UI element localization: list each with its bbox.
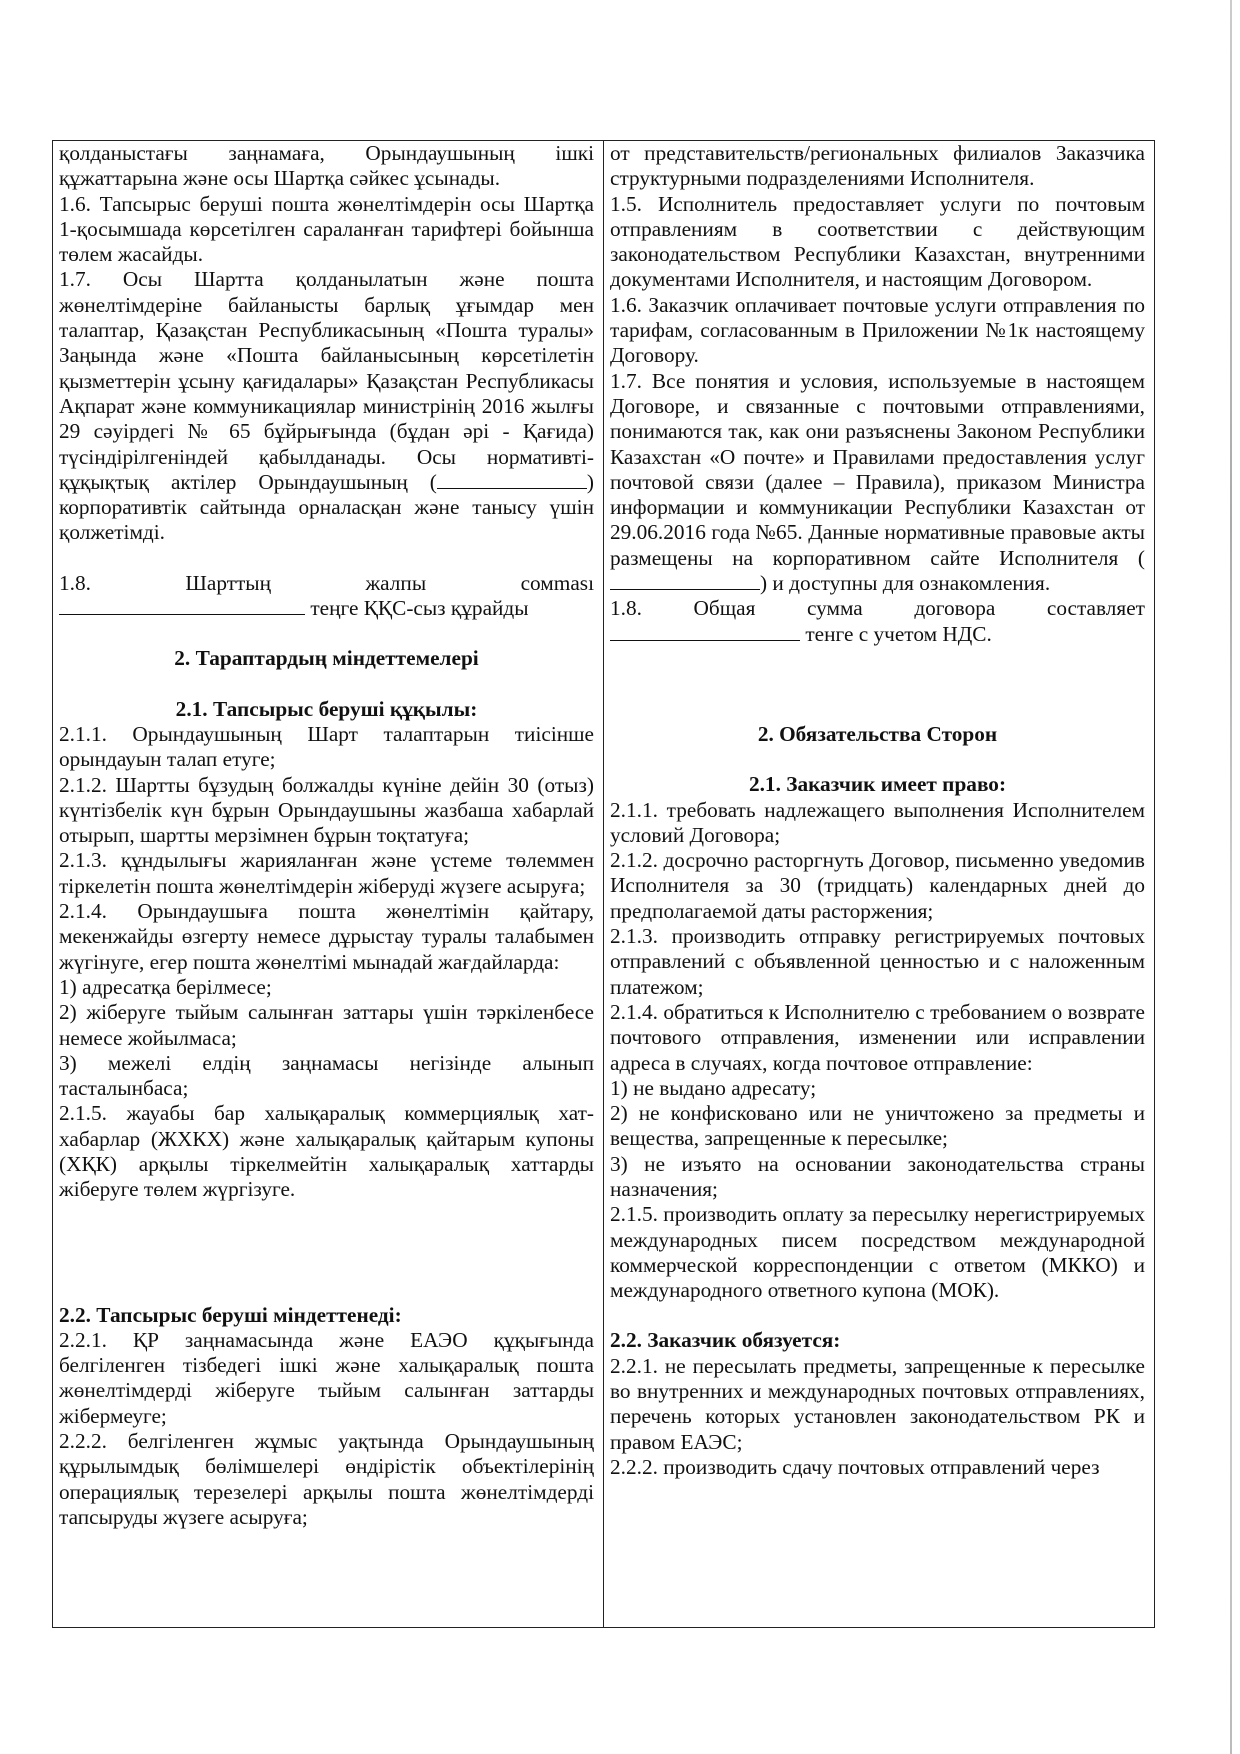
kk-clause-2-1-1: 2.1.1. Орындаушының Шарт талаптарын тиісінше орындауын талап етуге; (59, 721, 594, 772)
kk-clause-2-1-2: 2.1.2. Шартты бұзудың болжалды күніне дейін 30 (отыз) күнтізбелік күн бұрын Орындаушыны жазбаша хабарлай отырып, шартты мерзімнен бұрын тоқтатуға; (59, 772, 594, 848)
kk-intro: қолданыстағы заңнамаға, Орындаушының ішкі құжаттарына және осы Шартқа сәйкес ұсынады. (59, 141, 594, 191)
bilingual-contract-table (52, 140, 1155, 1628)
kk-clause-2-1-4: 2.1.4. Орындаушыға пошта жөнелтімін қайтару, мекенжайды өзгерту немесе дұрыстау туралы талабымен жүгінуге, егер пошта жөнелтімі мынадай жағдайларда: (59, 899, 594, 974)
kazakh-column (53, 141, 604, 1628)
blank-line (437, 470, 587, 489)
amount-blank-line (610, 622, 800, 641)
kk-clause-1-8-amount: теңге ҚҚС-сыз құрайды (59, 596, 594, 621)
kk-clause-1-8: 1.8. Шарттың жалпы сомması (59, 570, 594, 595)
kk-clause-2-1-5: 2.1.5. жауабы бар халықаралық коммерциялық хат-хабарлар (ЖХКХ) және халықаралық қайтарым купоны (ХҚК) арқылы тіркелмейтін халықаралық хаттарды жіберуге төлем жүргізуге. (59, 1101, 594, 1202)
ru-clause-1-6: 1.6. Заказчик оплачивает почтовые услуги отправления по тарифам, согласованным в Приложении №1к настоящему Договору. (610, 292, 1145, 368)
ru-heading-2: 2. Обязательства Сторон (757, 721, 998, 746)
ru-clause-1-5: 1.5. Исполнитель предоставляет услуги по почтовым отправлениям в соответствии с действующим законодательством Республики Казахстан, внутренними документами Исполнителя, и настоящим Договором. (610, 191, 1145, 292)
ru-clause-2-1-1: 2.1.1. требовать надлежащего выполнения Исполнителем условий Договора; (610, 797, 1145, 847)
kk-clause-2-1-3: 2.1.3. құндылығы жарияланған және үстеме төлеммен тіркелетін пошта жөнелтімдерін жіберуді жүзеге асыруға; (59, 848, 594, 898)
ru-list-item-1: 1) не выдано адресату; (610, 1075, 817, 1100)
kk-list-item-1: 1) адресатқа берілмесе; (59, 974, 272, 999)
kk-list-item-3: 3) межелі елдің заңнамасы негізінде алынып тасталынбаса; (59, 1050, 594, 1101)
ru-clause-2-1-4: 2.1.4. обратиться к Исполнителю с требованием о возврате почтового отправления, изменении или исправлении адреса в случаях, когда почтовое отправление: (610, 999, 1145, 1075)
ru-clause-2-2-2: 2.2.2. производить сдачу почтовых отправлений через (610, 1454, 1100, 1479)
kk-clause-1-6: 1.6. Тапсырыс беруші пошта жөнелтімдерін осы Шартқа 1-қосымшада көрсетілген сараланған тарифтері бойынша төлем жасайды. (59, 191, 594, 267)
ru-clause-2-1-2: 2.1.2. досрочно расторгнуть Договор, письменно уведомив Исполнителя за 30 (тридцать) календарных дней до предполагаемой даты расторжения; (610, 848, 1145, 923)
scan-edge (1230, 0, 1232, 1754)
ru-clause-1-7: 1.7. Все понятия и условия, используемые в настоящем Договоре, и связанные с почтовыми отправлениями, понимаются так, как они разъяснены Законом Республики Казахстан «О почте» и Правилами предоставления услуг почтовой связи (далее – Правила), приказом Министра информации и коммуникации Республики Казахстан от 29.06.2016 года №65. Данные нормативные правовые акты размещены на корпоративном сайте Исполнителя () и доступны для ознакомления. (610, 368, 1145, 596)
kk-list-item-2: 2) жіберуге тыйым салынған заттары үшін тәркіленбесе немесе жойылмаса; (59, 1000, 594, 1050)
ru-intro: от представительств/региональных филиалов Заказчика структурными подразделениями Исполнителя. (610, 141, 1145, 191)
ru-list-item-3: 3) не изъято на основании законодательства страны назначения; (610, 1151, 1145, 1201)
amount-blank-line (59, 596, 305, 615)
kk-clause-2-2-2: 2.2.2. белгіленген жұмыс уақтында Орындаушының құрылымдық бөлімшелері өндірістік объектілерінің операциялық терезелері арқылы пошта жөнелтімдерді тапсыруды жүзеге асыруға; (59, 1429, 594, 1529)
ru-list-item-2: 2) не конфисковано или не уничтожено за предметы и вещества, запрещенные к пересылке; (610, 1101, 1145, 1151)
kk-heading-2-2: 2.2. Тапсырыс беруші міндеттенеді: (59, 1302, 402, 1327)
kk-clause-1-7: 1.7. Осы Шартта қолданылатын және пошта жөнелтімдеріне байланысты барлық ұғымдар мен талаптар, Қазақстан Республикасының «Пошта туралы» Заңында және «Пошта байланысының көрсетілетін қызметтерін ұсыну қағидалары» Қазақстан Республикасы Ақпарат және коммуникациялар министрінің 2016 жылғы 29 сәуірдегі № 65 бұйрығында (бұдан әрі - Қағида) түсіндірілгеніндей қабылданады. Осы нормативті-құқықтық актілер Орындаушының ( ) корпоративтік сайтында орналасқан және танысу үшін қолжетімді. (59, 267, 594, 545)
blank-line (610, 571, 760, 590)
ru-clause-1-8-amount: тенге с учетом НДС. (610, 622, 1145, 647)
kk-clause-2-2-1: 2.2.1. ҚР заңнамасында және ЕАЭО құқығында белгіленген тізбедегі ішкі және халықаралық пошта жөнелтімдерді жіберуге тыйым салынған заттарды жібермеуге; (59, 1327, 594, 1428)
ru-clause-2-1-3: 2.1.3. производить отправку регистрируемых почтовых отправлений с объявленной ценностью и с наложенным платежом; (610, 924, 1145, 999)
kk-heading-2: 2. Тараптардың міндеттемелері (174, 646, 479, 671)
ru-heading-2-1: 2.1. Заказчик имеет право: (748, 772, 1007, 797)
kk-heading-2-1: 2.1. Тапсырыс беруші құқылы: (175, 696, 478, 721)
ru-clause-2-1-5: 2.1.5. производить оплату за пересылку нерегистрируемых международных писем посредством международной коммерческой корреспонденции с ответом (МККО) и международного ответного купона (МОК). (610, 1202, 1145, 1303)
ru-clause-2-2-1: 2.2.1. не пересылать предметы, запрещенные к пересылке во внутренних и международных почтовых отправлениях, перечень которых установлен законодательством РК и правом ЕАЭС; (610, 1353, 1145, 1454)
ru-heading-2-2: 2.2. Заказчик обязуется: (610, 1328, 841, 1353)
ru-clause-1-8: 1.8. Общая сумма договора составляет (610, 596, 1145, 621)
russian-column (604, 141, 1155, 1628)
